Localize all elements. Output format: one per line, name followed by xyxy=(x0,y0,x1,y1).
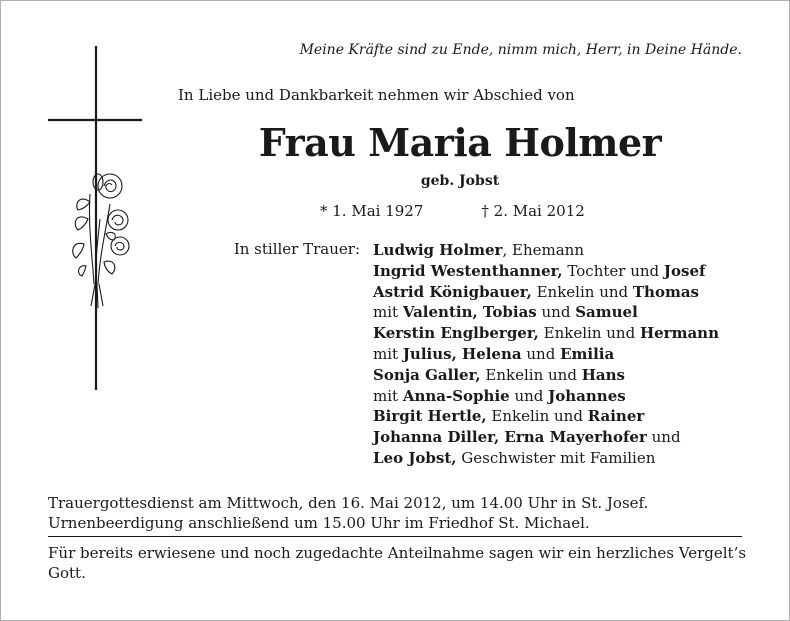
mourner-name: Leo Jobst, xyxy=(373,448,457,467)
mourner-name: Johannes xyxy=(548,386,626,405)
mourner-relation: Enkelin und xyxy=(486,407,588,426)
mourner-relation: Enkelin und xyxy=(538,324,640,343)
mourner-name: Sonja Galler, xyxy=(373,365,481,384)
mourner-name: Birgit Hertle, xyxy=(373,407,487,426)
intro-line: In Liebe und Dankbarkeit nehmen wir Abschied von xyxy=(178,86,575,104)
funeral-service-line: Trauergottesdienst am Mittwoch, den 16. Mai 2012, um 14.00 Uhr in St. Josef. xyxy=(48,494,649,512)
death-date: † 2. Mai 2012 xyxy=(481,202,585,220)
mourner-name: Samuel xyxy=(575,303,638,322)
mourner-relation: und xyxy=(646,428,681,447)
mourner-line xyxy=(373,344,719,365)
mourner-relation: Tochter und xyxy=(562,261,664,280)
mourner-name: Julius, Helena xyxy=(402,344,522,363)
mourner-line xyxy=(373,448,719,469)
mourner-line xyxy=(373,365,719,386)
service-info xyxy=(48,493,748,533)
mourner-relation: mit xyxy=(373,344,403,363)
urn-burial-line: Urnenbeerdigung anschließend um 15.00 Uhr im Friedhof St. Michael. xyxy=(48,514,590,532)
mourner-name: Hermann xyxy=(639,324,719,343)
mourner-name: Rainer xyxy=(587,407,645,426)
life-dates xyxy=(320,202,585,220)
mourner-name: Emilia xyxy=(560,344,615,363)
mourner-name: Johanna Diller, Erna Mayerhofer xyxy=(373,428,647,447)
birth-name: geb. Jobst xyxy=(420,173,500,189)
mourner-relation: und xyxy=(509,386,549,405)
mourner-line xyxy=(373,406,719,427)
mourner-relation: und xyxy=(536,303,576,322)
divider xyxy=(48,536,742,537)
birth-date: * 1. Mai 1927 xyxy=(320,202,424,220)
mourner-line xyxy=(373,427,719,448)
mourner-relation: mit xyxy=(373,386,403,405)
mourner-name: Hans xyxy=(581,365,625,384)
mourner-line xyxy=(373,240,719,261)
mourner-name: Ingrid Westenthanner, xyxy=(373,261,563,280)
mourner-relation: und xyxy=(521,344,561,363)
thanks-text: Für bereits erwiesene und noch zugedachte Anteilnahme sagen wir ein herzliches Vergelt’s Gott. xyxy=(48,544,747,582)
mourner-name: Kerstin Englberger, xyxy=(373,324,539,343)
mourner-name: Ludwig Holmer xyxy=(373,241,503,259)
mourner-name: Thomas xyxy=(632,282,699,301)
mourner-relation: mit xyxy=(373,303,403,322)
motto: Meine Kräfte sind zu Ende, nimm mich, Herr, in Deine Hände. xyxy=(299,42,742,58)
mourner-relation: Enkelin und xyxy=(531,282,633,301)
mourner-relation: , Ehemann xyxy=(502,241,584,259)
mourner-name: Astrid Königbauer, xyxy=(373,282,532,301)
mourner-line xyxy=(373,261,719,282)
mourner-line xyxy=(373,282,719,303)
mourning-label: In stiller Trauer: xyxy=(233,240,360,258)
mourner-line xyxy=(373,323,719,344)
mourner-line xyxy=(373,386,719,407)
mourner-relation: Enkelin und xyxy=(480,365,582,384)
cross-with-roses xyxy=(48,44,148,394)
deceased-name: Frau Maria Holmer xyxy=(258,120,662,165)
mourners-list xyxy=(373,240,719,469)
mourner-name: Josef xyxy=(663,261,706,280)
mourner-name: Anna-Sophie xyxy=(402,386,510,405)
mourner-relation: Geschwister mit Familien xyxy=(456,448,656,467)
mourner-line xyxy=(373,302,719,323)
mourner-name: Valentin, Tobias xyxy=(402,303,537,322)
